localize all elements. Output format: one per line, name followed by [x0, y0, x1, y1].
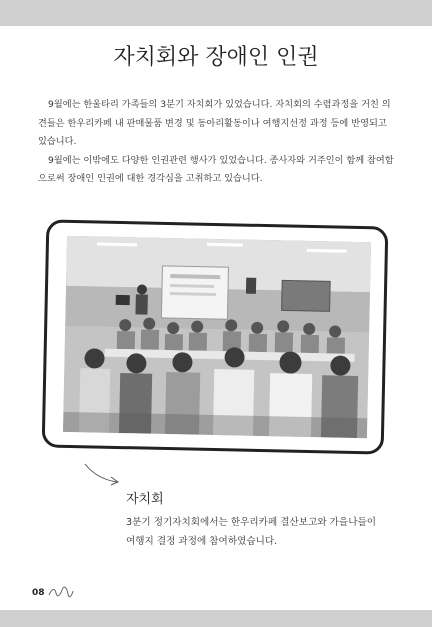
tablet-frame	[42, 219, 389, 454]
paragraph-2: 9월에는 이밖에도 다양한 인권관련 행사가 있었습니다. 종사자와 거주인이 함께 참여함으로써 장애인 인권에 대한 경각심을 고취하고 있습니다.	[38, 154, 394, 184]
paragraph-1: 9월에는 한울타리 가족들의 3분기 자치회가 있었습니다. 자치회의 수렴과정을 거친 의견들은 한우리카페 내 판매물품 변경 및 동아리활동이나 여행지선정 과정 등에 반영되고 있습니다.	[38, 99, 391, 147]
caption-title: 자치회	[126, 492, 164, 507]
top-band	[0, 0, 432, 26]
arrow-icon	[83, 462, 123, 486]
article-body	[38, 96, 396, 189]
page-title: 자치회와 장애인 인권	[113, 45, 319, 70]
meeting-photo	[63, 236, 371, 438]
caption-text: 3분기 정기자치회에서는 한우리카페 결산보고와 가을나들이 여행지 결정 과정에 참여하였습니다.	[126, 517, 376, 547]
meeting-photo-illustration	[63, 236, 371, 438]
publication-logo-icon	[48, 586, 74, 598]
bottom-band	[0, 610, 432, 627]
page-number: 08	[32, 588, 45, 598]
